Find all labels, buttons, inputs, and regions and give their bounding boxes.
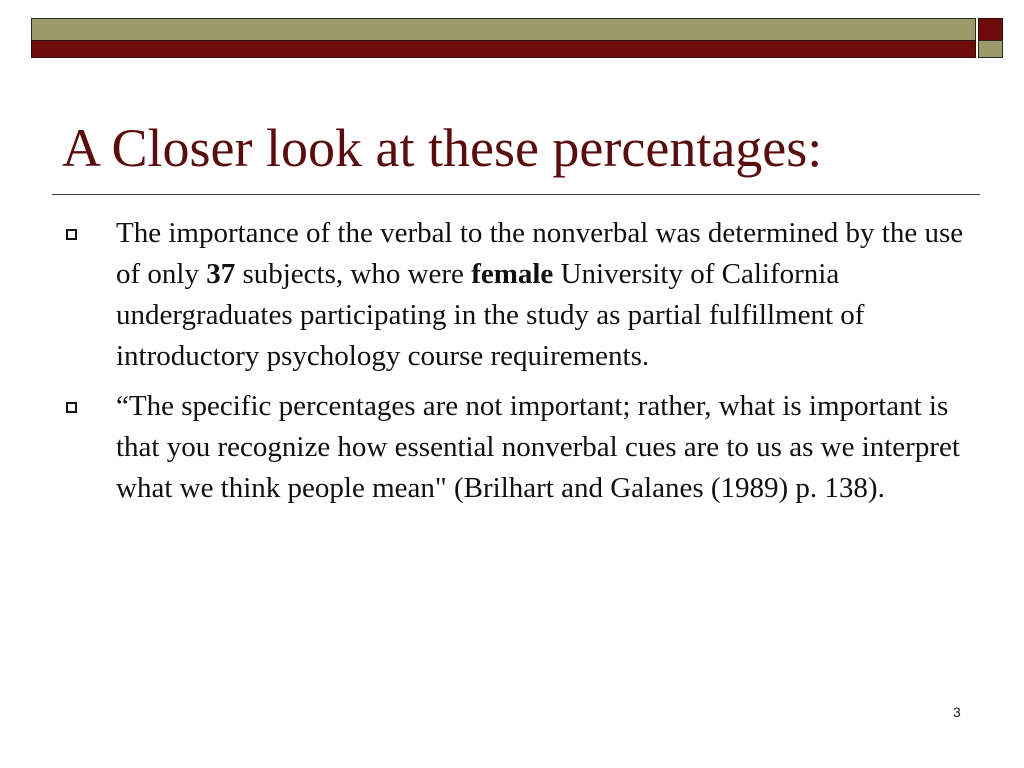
page-number: 3 bbox=[953, 704, 961, 720]
hollow-square-bullet-icon bbox=[66, 402, 77, 413]
bullet-item-sample-size bbox=[63, 213, 968, 377]
bullet-text bbox=[116, 217, 963, 372]
header-olive-square bbox=[978, 40, 1003, 58]
header-maroon-square bbox=[978, 18, 1003, 41]
bullet-text-segment: subjects, who were bbox=[235, 258, 472, 290]
header-olive-bar bbox=[31, 18, 976, 41]
header-maroon-bar bbox=[31, 40, 976, 58]
bullet-text: “The specific percentages are not important; rather, what is important is that you recognize how essential nonverbal cues are to us as we interpret what we think people mean" (Brilhart and Galanes (1989) p. 138). bbox=[116, 390, 960, 504]
bullet-list bbox=[63, 213, 968, 518]
bullet-text-segment: University of California undergraduates participating in the study as partial fulfillment of introductory psychology course requirements. bbox=[116, 258, 865, 372]
slide-title: A Closer look at these percentages: bbox=[62, 118, 823, 178]
bullet-text-segment: The importance of the verbal to the nonverbal was determined by the use of only bbox=[116, 217, 964, 290]
title-divider bbox=[52, 194, 980, 195]
bullet-item-quote bbox=[63, 386, 968, 509]
bullet-bold-gender: female bbox=[471, 258, 554, 290]
hollow-square-bullet-icon bbox=[66, 229, 77, 240]
bullet-bold-count: 37 bbox=[206, 258, 236, 290]
